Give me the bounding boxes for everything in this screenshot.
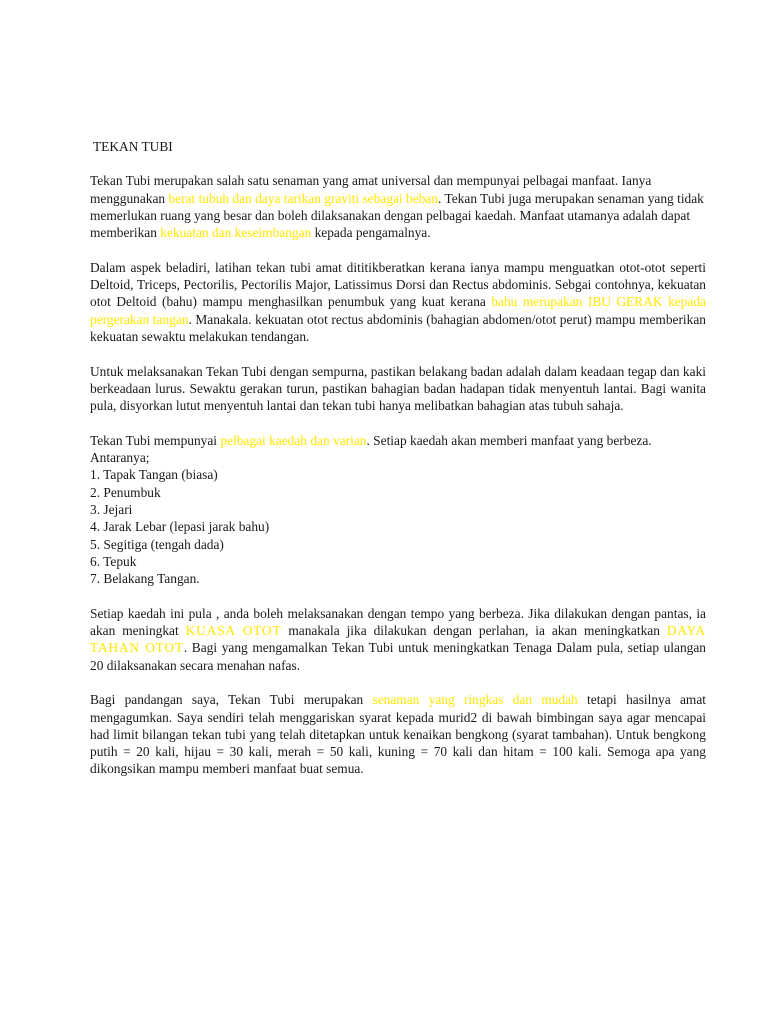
paragraph-variants: [90, 432, 706, 467]
paragraph-text: tetapi hasilnya amat mengagumkan. Saya sendiri telah menggariskan syarat kepada murid2 di bawah bimbingan saya agar mencapai had limit bilangan tekan tubi yang telah ditetapkan untuk kenaikan bengkong (syarat tambahan). Untuk bengkong putih = 20 kali, hijau = 30 kali, merah = 50 kali, kuning = 70 kali dan hitam = 100 kali. Semoga apa yang dikongsikan mampu memberi manfaat buat semua.: [90, 692, 707, 777]
list-item: 1. Tapak Tangan (biasa): [90, 467, 218, 483]
list-item: 3. Jejari: [90, 501, 133, 517]
list-item: 4. Jarak Lebar (lepasi jarak bahu): [90, 519, 270, 535]
highlighted-text: pelbagai kaedah dan varian: [220, 432, 367, 448]
paragraph-text: Dalam aspek beladiri, latihan tekan tubi amat dititikberatkan kerana ianya mampu menguatkan otot-otot seperti Deltoid, Triceps, Pectorilis, Pectorilis Major, Latissimus Dorsi dan Rectus abdominis. Sebgai contohnya, kekuatan otot Deltoid (bahu) mampu menghasilkan penumbuk yang kuat kerana: [90, 259, 706, 310]
paragraph-text: kepada pengamalnya.: [311, 225, 431, 241]
list-item: 5. Segitiga (tengah dada): [90, 536, 224, 552]
highlighted-text: bahu merupakan IBU GERAK kepada pergerakan tangan: [90, 294, 706, 327]
paragraph-intro: [90, 172, 706, 241]
highlighted-text: berat tubuh dan daya tarikan graviti sebagai beban: [168, 190, 439, 206]
list-item: 2. Penumbuk: [90, 484, 161, 500]
highlighted-text: kekuatan dan keseimbangan: [160, 225, 312, 241]
paragraph-text: Setiap kaedah ini pula , anda boleh melaksanakan dengan tempo yang berbeza. Jika dilakukan dengan pantas, ia akan meningkat: [90, 605, 706, 639]
list-item: 7. Belakang Tangan.: [90, 571, 200, 587]
paragraph-opinion: [90, 691, 706, 777]
paragraph-tempo: [90, 605, 706, 674]
paragraph-text: . Bagi yang mengamalkan Tekan Tubi untuk meningkatkan Tenaga Dalam pula, setiap ulangan 20 dilaksanakan secara menahan nafas.: [90, 640, 707, 673]
methods-list: [90, 466, 706, 587]
paragraph-martial-arts: [90, 259, 706, 345]
paragraph-text: . Setiap kaedah akan memberi manfaat yang berbeza. Antaranya;: [90, 432, 652, 466]
paragraph-text: manakala jika dilakukan dengan perlahan, ia akan meningkatkan: [281, 623, 667, 639]
highlighted-text: DAYA TAHAN OTOT: [90, 623, 707, 656]
list-item: 6. Tepuk: [90, 553, 137, 569]
paragraph-technique: Untuk melaksanakan Tekan Tubi dengan sempurna, pastikan belakang badan adalah dalam keadaan tegap dan kaki berkeadaan lurus. Sewaktu gerakan turun, pastikan bahagian badan hadapan tidak menyentuh lantai. Bagi wanita pula, disyorkan lutut menyentuh lantai dan tekan tubi hanya melibatkan bahagian atas tubuh sahaja.: [90, 363, 706, 414]
paragraph-text: Bagi pandangan saya, Tekan Tubi merupakan: [90, 692, 373, 708]
document-title: TEKAN TUBI: [93, 139, 173, 154]
highlighted-text: KUASA OTOT: [185, 623, 282, 639]
highlighted-text: senaman yang ringkas dan mudah: [372, 692, 578, 708]
paragraph-text: Tekan Tubi mempunyai: [90, 432, 221, 448]
paragraph-text: . Tekan Tubi juga merupakan senaman yang tidak memerlukan ruang yang besar dan boleh dilaksanakan dengan pelbagai kaedah. Manfaat utamanya adalah dapat memberikan: [90, 190, 704, 241]
paragraph-text: . Manakala. kekuatan otot rectus abdominis (bahagian abdomen/otot perut) mampu memberikan kekuatan sewaktu melakukan tendangan.: [90, 311, 706, 344]
paragraph-text: Tekan Tubi merupakan salah satu senaman yang amat universal dan mempunyai pelbagai manfaat. Ianya menggunakan: [90, 173, 652, 206]
document-page: [90, 138, 706, 795]
